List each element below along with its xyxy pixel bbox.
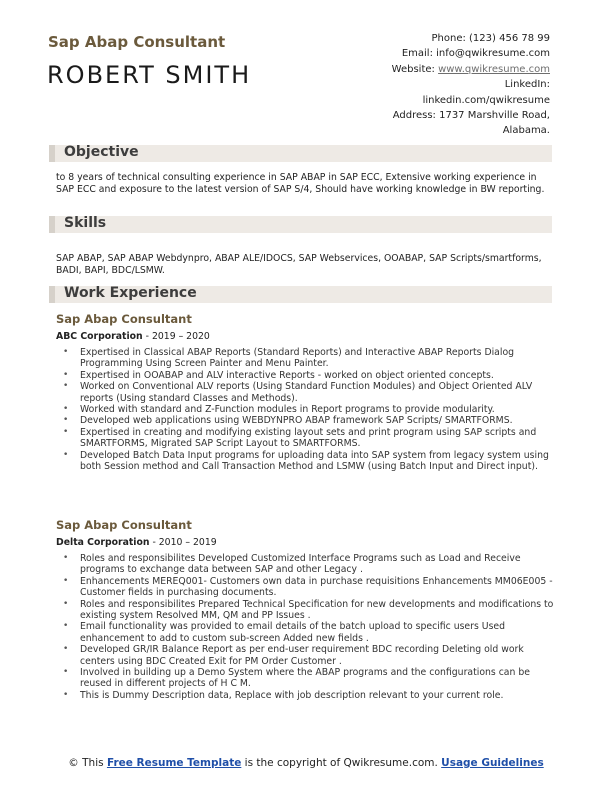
list-item: • Worked with standard and Z-Function modules in Report programs to provide modularity. (58, 404, 556, 415)
usage-guidelines-link[interactable]: Usage Guidelines (441, 757, 544, 769)
list-item: • Developed web applications using WEBDYNPRO ABAP framework SAP Scripts/ SMARTFORMS. (58, 415, 556, 426)
job-2-dates: - 2010 – 2019 (149, 537, 217, 548)
objective-heading: Objective (64, 144, 139, 160)
footer-middle: is the copyright of Qwikresume.com. (241, 757, 442, 769)
skills-section-bar (49, 216, 552, 233)
job-1-title: Sap Abap Consultant (56, 312, 192, 326)
job-2-title: Sap Abap Consultant (56, 518, 192, 532)
work-experience-section-bar (49, 286, 552, 303)
job-1-bullets (58, 347, 556, 472)
list-item: • Developed GR/IR Balance Report as per end-user requirement BDC recording Deleting old work centers using BDC Created Exit for PM Order Customer . (58, 644, 556, 667)
work-experience-heading: Work Experience (64, 285, 197, 301)
list-item: • Enhancements MEREQ001- Customers own data in purchase requisitions Enhancements MM06E005 - Customer fields in purchasing documents. (58, 576, 556, 599)
objective-section-bar (49, 145, 552, 162)
contact-phone: Phone: (123) 456 78 99 (431, 33, 550, 44)
contact-email: Email: info@qwikresume.com (401, 48, 550, 60)
list-item: • Roles and responsibilites Developed Customized Interface Programs such as Load and Receive programs to exchange data between SAP and other Legacy . (58, 553, 556, 576)
candidate-name: ROBERT SMITH (47, 61, 252, 89)
list-item: • Developed Batch Data Input programs for uploading data into SAP system from legacy system using both Session method and Call Transaction Method and LSMW (using Batch Input and Direct input). (58, 450, 556, 473)
job-2-bullets (58, 553, 556, 701)
list-item: • Expertised in creating and modifying existing layout sets and print program using SAP scripts and SMARTFORMS, Migrated SAP Script Layout to SMARTFORMS. (58, 427, 556, 450)
footer-prefix: © This (68, 757, 107, 769)
list-item: • This is Dummy Description data, Replace with job description relevant to your current role. (58, 690, 556, 701)
list-item: • Email functionality was provided to email details of the batch upload to specific users Used enhancement to add to custom sub-screen Added new fields . (58, 621, 556, 644)
list-item: • Expertised in Classical ABAP Reports (Standard Reports) and Interactive ABAP Reports Dialog Programming Using Screen Painter and Menu Painter. (58, 347, 556, 370)
list-item: • Worked on Conventional ALV reports (Using Standard Function Modules) and Object Oriented ALV reports (Using standard Classes and Methods). (58, 381, 556, 404)
job-title: Sap Abap Consultant (48, 33, 226, 51)
website-label: Website: (391, 63, 439, 75)
contact-address-line1: Address: 1737 Marshville Road, (392, 110, 550, 122)
skills-heading: Skills (64, 215, 107, 231)
contact-address-line2: Alabama. (502, 125, 550, 137)
objective-text: to 8 years of technical consulting experience in SAP ABAP in SAP ECC, Extensive working experience in SAP ECC and exposure to the latest version of SAP S/4, Should have working knowledge in BW reporting. (56, 172, 545, 195)
job-1-company: ABC Corporation (56, 331, 143, 342)
contact-website (290, 62, 550, 77)
contact-linkedin-url: linkedin.com/qwikresume (422, 94, 550, 106)
skills-text: SAP ABAP, SAP ABAP Webdynpro, ABAP ALE/IDOCS, SAP Webservices, OOABAP, SAP Scripts/smartforms, BADI, BAPI, BDC/LSMW. (56, 253, 542, 276)
job-1-company-line (56, 331, 210, 342)
list-item: • Involved in building up a Demo System where the ABAP programs and the configurations can be reused in different projects of H C M. (58, 667, 556, 690)
contact-block (290, 31, 550, 139)
free-resume-template-link[interactable]: Free Resume Template (106, 757, 242, 769)
footer (50, 757, 562, 770)
job-2-company: Delta Corporation (56, 537, 150, 548)
list-item: • Roles and responsibilites Prepared Technical Specification for new developments and modifications to existing system Resolved MM, QM and PP Issues . (58, 599, 556, 622)
list-item: • Expertised in OOABAP and ALV interactive Reports - worked on object oriented concepts. (58, 370, 556, 381)
job-2-company-line (56, 537, 217, 548)
job-1-dates: - 2019 – 2020 (142, 331, 210, 342)
website-link[interactable]: www.qwikresume.com (438, 63, 550, 75)
contact-linkedin-label: LinkedIn: (504, 79, 550, 91)
